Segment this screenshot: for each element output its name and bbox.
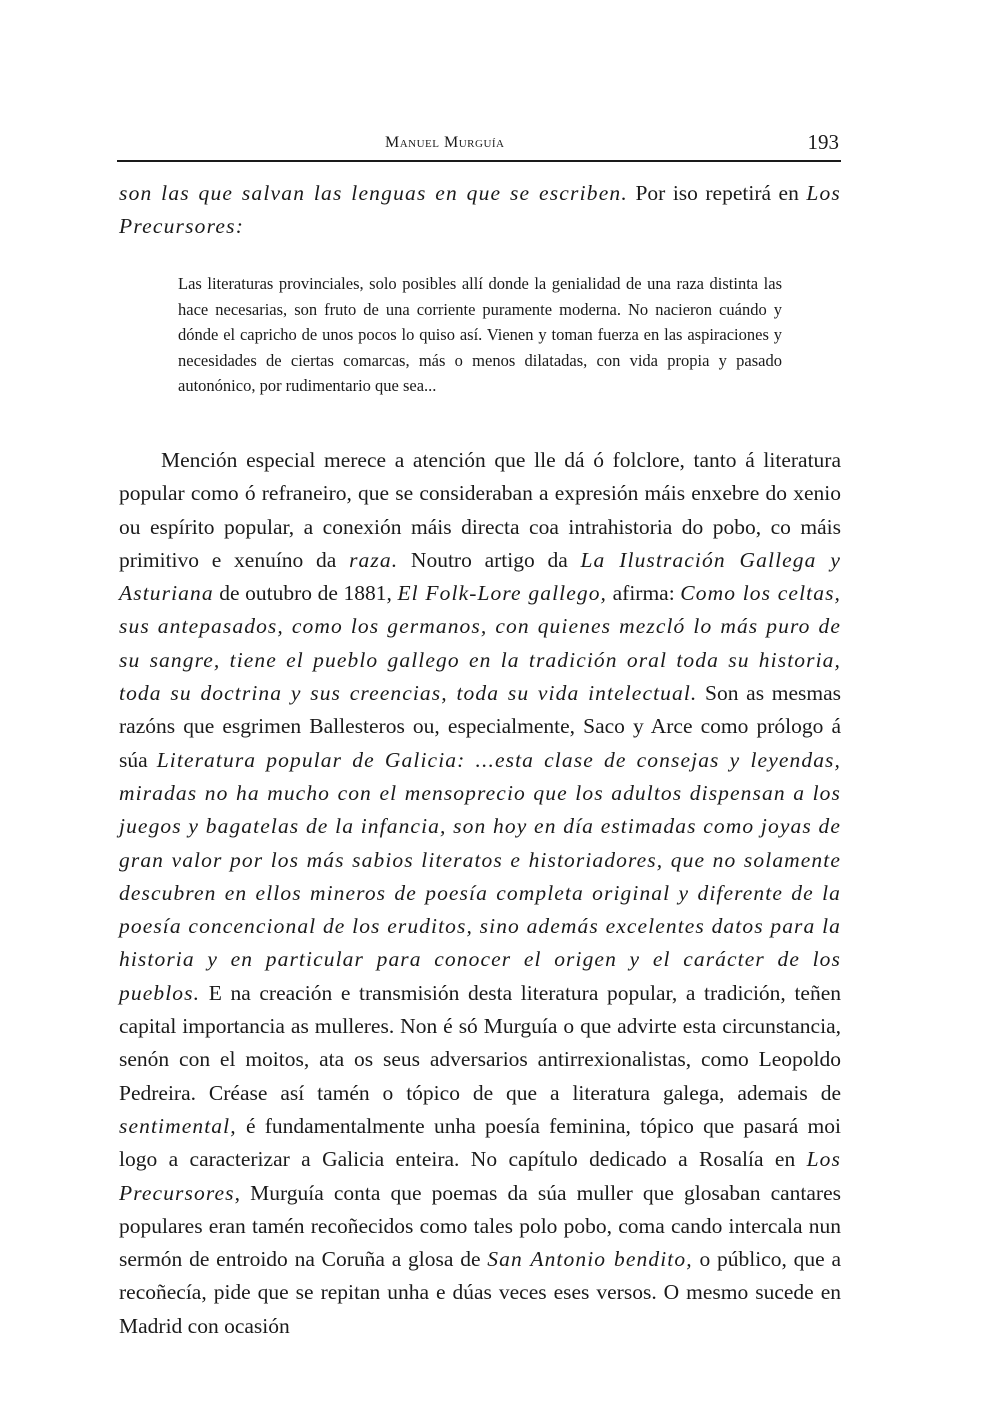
text-run: E na creación e transmisión desta literatura popular, a tradición, teñen capital importancia as mulleres. Non é só Murguía o que advirte esta circunstancia, senón con el moitos, ata os seus adversarios antirrexionalistas, como Leopoldo Pedreira. Créase así tamén o tópico de que a literatura galega, ademais de bbox=[119, 980, 841, 1105]
italic-run: Literatura popular de Galicia: ...esta clase de consejas y leyendas, miradas no ha mucho con el mensoprecio que los adultos dispensan a los juegos y bagatelas de la infancia, son hoy en día estimadas como joyas de gran valor por los más sabios literatos e historiadores, que no solamente descubren en ellos mineros de poesía completa original y diferente de la poesía concencional de los eruditos, sino además excelentes datos para la historia y en particular para conocer el origen y el carácter de los pueblos. bbox=[119, 747, 841, 1005]
text-run: é fundamentalmente unha poesía feminina, tópico que pasará moi logo a caracterizar a Galicia enteira. No capítulo dedicado a Rosalía en bbox=[119, 1113, 841, 1172]
running-head: Manuel Murguía bbox=[385, 134, 505, 151]
italic-run: Los Precursores bbox=[119, 1147, 841, 1205]
text-run: Mención especial merece a atención que lle dá ó folclore, tanto á literatura popular como ó refraneiro, que se consideraban a expresión máis enxebre do xenio ou espírito popular, a conexión máis directa coa intrahistoria do pobo, co máis primitivo e xenuíno da bbox=[119, 448, 841, 572]
intro-colon: : bbox=[235, 214, 245, 238]
text-run: Noutro artigo da bbox=[398, 547, 581, 572]
page-number: 193 bbox=[807, 130, 839, 154]
page-header bbox=[117, 128, 841, 162]
main-paragraph bbox=[119, 444, 841, 1343]
intro-paragraph bbox=[119, 177, 841, 243]
text-run: Son as mesmas razóns que esgrimen Ballesteros ou, especialmente, Saco y Arce como prólogo á súa bbox=[119, 681, 841, 772]
text-run: afirma: bbox=[607, 581, 681, 606]
italic-run: La Ilustración Gallega y Asturiana bbox=[119, 547, 841, 606]
intro-title: Los Precursores bbox=[119, 181, 841, 238]
italic-run: El Folk-Lore gallego, bbox=[397, 581, 608, 606]
italic-run: raza. bbox=[349, 547, 399, 572]
intro-text: Por iso repetirá en bbox=[627, 181, 807, 205]
text-run: , Murguía conta que poemas da súa muller que glosaban cantares populares eran tamén recoñecidos como tales polo pobo, coma cando intercala nun sermón de entroido na Coruña a glosa de bbox=[119, 1180, 841, 1272]
block-quote bbox=[178, 271, 782, 399]
italic-run: Como los celtas, sus antepasados, como los germanos, con quienes mezcló lo más puro de su sangre, tiene el pueblo gallego en la tradición oral toda su historia, toda su doctrina y sus creencias, toda su vida intelectual. bbox=[119, 581, 842, 706]
text-run: de outubro de 1881, bbox=[213, 581, 398, 606]
italic-run: sentimental, bbox=[119, 1113, 237, 1138]
italic-run: San Antonio bendito, bbox=[487, 1247, 693, 1272]
text-run: o público, que a recoñecía, pide que se repitan unha e dúas veces eses versos. O mesmo sucede en Madrid con ocasión bbox=[119, 1247, 841, 1338]
block-quote-text: Las literaturas provinciales, solo posibles allí donde la genialidad de una raza distinta las hace necesarias, son fruto de una corriente puramente moderna. No nacieron cuándo y dónde el capricho de unos pocos lo quiso así. Vienen y toman fuerza en las aspiraciones y necesidades de ciertas comarcas, más o menos dilatadas, con vida propia y pasado autonónico, por rudimentario que sea... bbox=[178, 274, 782, 395]
intro-quote: son las que salvan las lenguas en que se escriben. bbox=[119, 181, 628, 205]
